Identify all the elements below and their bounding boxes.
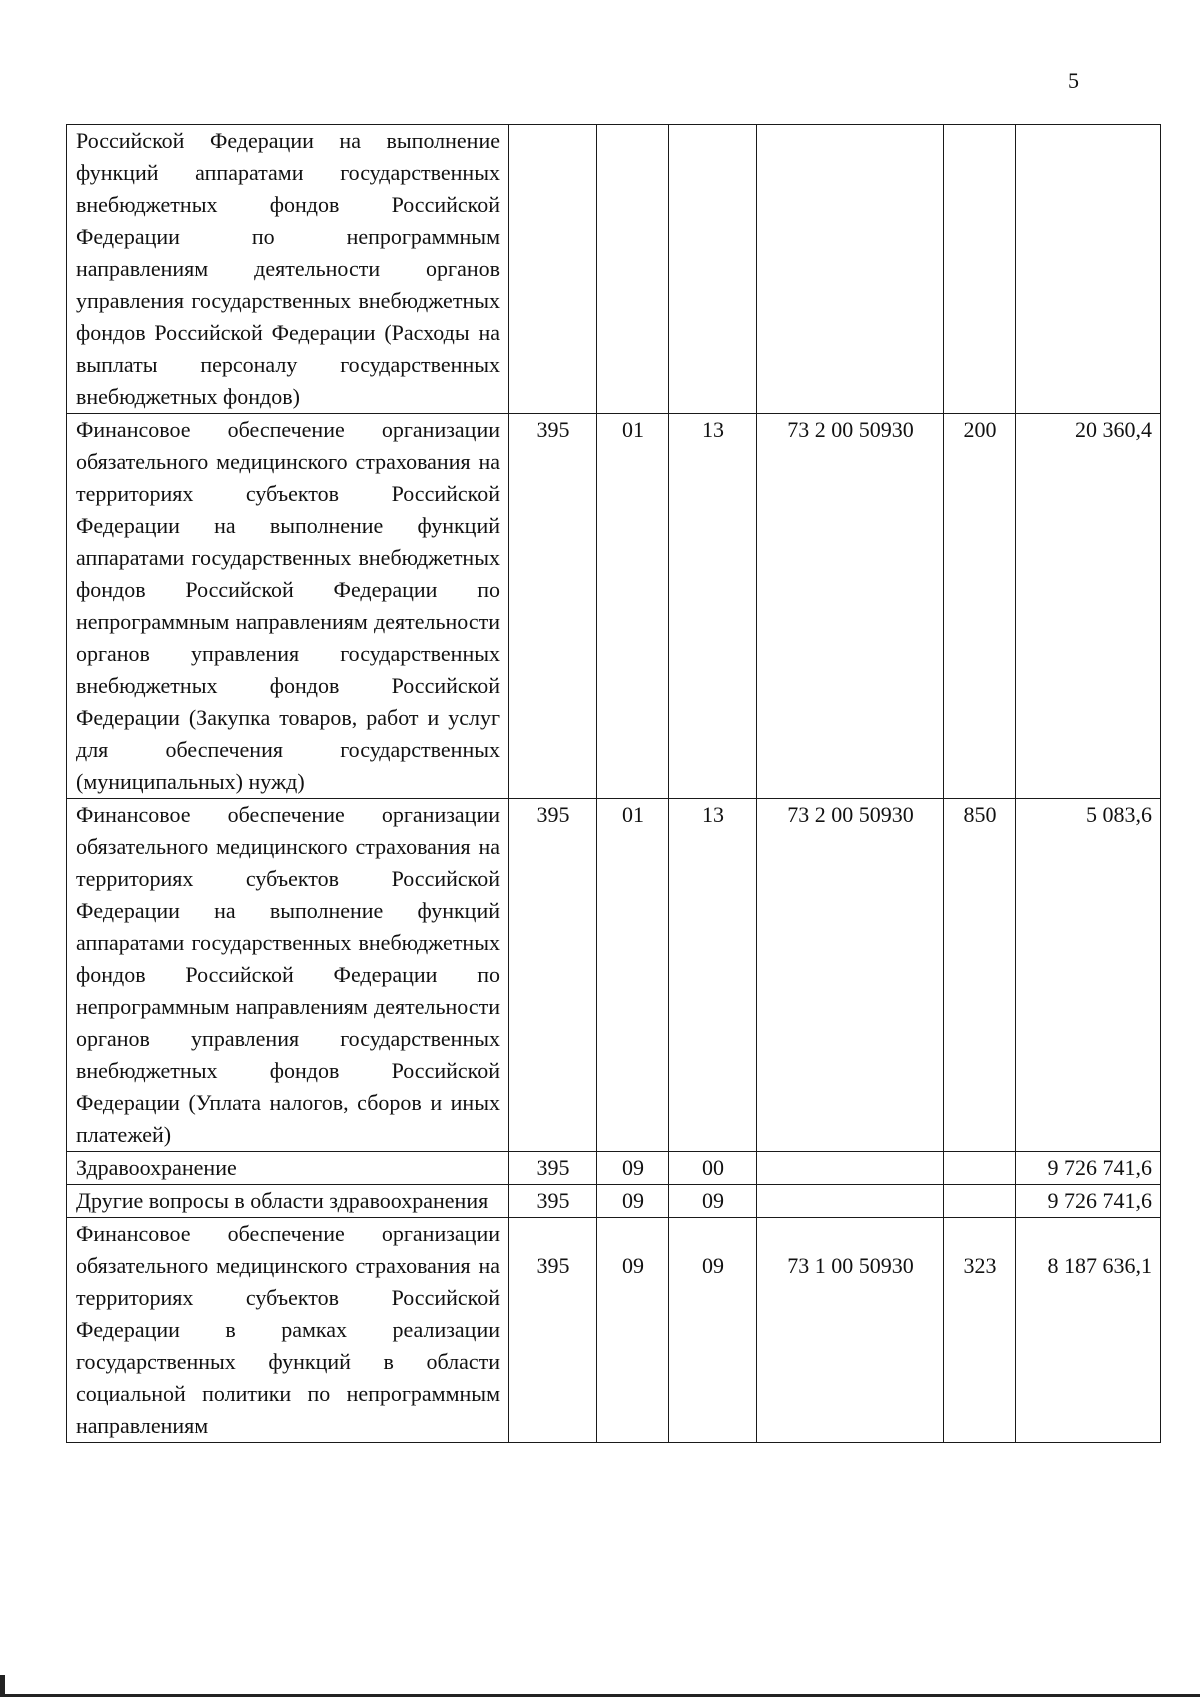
expense-type-cell xyxy=(944,125,1016,414)
target-article-cell xyxy=(757,1185,944,1218)
grbs-cell: 395 xyxy=(509,1185,597,1218)
section-cell: 09 xyxy=(597,1218,669,1443)
target-article-cell xyxy=(757,125,944,414)
amount-cell: 5 083,6 xyxy=(1016,799,1161,1152)
section-cell: 01 xyxy=(597,799,669,1152)
target-article-cell: 73 1 00 50930 xyxy=(757,1218,944,1443)
section-cell: 01 xyxy=(597,414,669,799)
expense-type-cell: 850 xyxy=(944,799,1016,1152)
row-name-cell: Российской Федерации на выполнение функций аппаратами государственных внебюджетных фондов Российской Федерации по непрограммным направлениям деятельности органов управления государственных внебюджетных фондов Российской Федерации (Расходы на выплаты персоналу государственных внебюджетных фондов) xyxy=(67,125,509,414)
amount-cell: 20 360,4 xyxy=(1016,414,1161,799)
table-row xyxy=(67,1218,1161,1443)
table-row xyxy=(67,1185,1161,1218)
page-number: 5 xyxy=(1068,68,1079,93)
row-name-cell: Финансовое обеспечение организации обязательного медицинского страхования на территориях субъектов Российской Федерации на выполнение функций аппаратами государственных внебюджетных фондов Российской Федерации по непрограммным направлениям деятельности органов управления государственных внебюджетных фондов Российской Федерации (Уплата налогов, сборов и иных платежей) xyxy=(67,799,509,1152)
expense-type-cell xyxy=(944,1152,1016,1185)
grbs-cell: 395 xyxy=(509,1218,597,1443)
grbs-cell xyxy=(509,125,597,414)
target-article-cell: 73 2 00 50930 xyxy=(757,799,944,1152)
row-name-cell: Здравоохранение xyxy=(67,1152,509,1185)
section-cell: 09 xyxy=(597,1185,669,1218)
grbs-cell: 395 xyxy=(509,1152,597,1185)
subsection-cell: 09 xyxy=(669,1185,757,1218)
expense-type-cell: 323 xyxy=(944,1218,1016,1443)
amount-cell: 9 726 741,6 xyxy=(1016,1185,1161,1218)
row-name-cell: Финансовое обеспечение организации обязательного медицинского страхования на территориях субъектов Российской Федерации в рамках реализации государственных функций в области социальной политики по непрограммным направлениям xyxy=(67,1218,509,1443)
target-article-cell xyxy=(757,1152,944,1185)
budget-table xyxy=(66,124,1161,1443)
expense-type-cell: 200 xyxy=(944,414,1016,799)
subsection-cell: 09 xyxy=(669,1218,757,1443)
amount-cell: 9 726 741,6 xyxy=(1016,1152,1161,1185)
target-article-cell: 73 2 00 50930 xyxy=(757,414,944,799)
table-row xyxy=(67,799,1161,1152)
row-name-cell: Финансовое обеспечение организации обязательного медицинского страхования на территориях субъектов Российской Федерации на выполнение функций аппаратами государственных внебюджетных фондов Российской Федерации по непрограммным направлениям деятельности органов управления государственных внебюджетных фондов Российской Федерации (Закупка товаров, работ и услуг для обеспечения государственных (муниципальных) нужд) xyxy=(67,414,509,799)
scan-edge-mark xyxy=(0,1675,5,1697)
table-row xyxy=(67,1152,1161,1185)
amount-cell xyxy=(1016,125,1161,414)
table-row xyxy=(67,125,1161,414)
section-cell: 09 xyxy=(597,1152,669,1185)
grbs-cell: 395 xyxy=(509,414,597,799)
subsection-cell xyxy=(669,125,757,414)
grbs-cell: 395 xyxy=(509,799,597,1152)
subsection-cell: 13 xyxy=(669,414,757,799)
subsection-cell: 13 xyxy=(669,799,757,1152)
subsection-cell: 00 xyxy=(669,1152,757,1185)
row-name-cell: Другие вопросы в области здравоохранения xyxy=(67,1185,509,1218)
amount-cell: 8 187 636,1 xyxy=(1016,1218,1161,1443)
expense-type-cell xyxy=(944,1185,1016,1218)
section-cell xyxy=(597,125,669,414)
table-row xyxy=(67,414,1161,799)
